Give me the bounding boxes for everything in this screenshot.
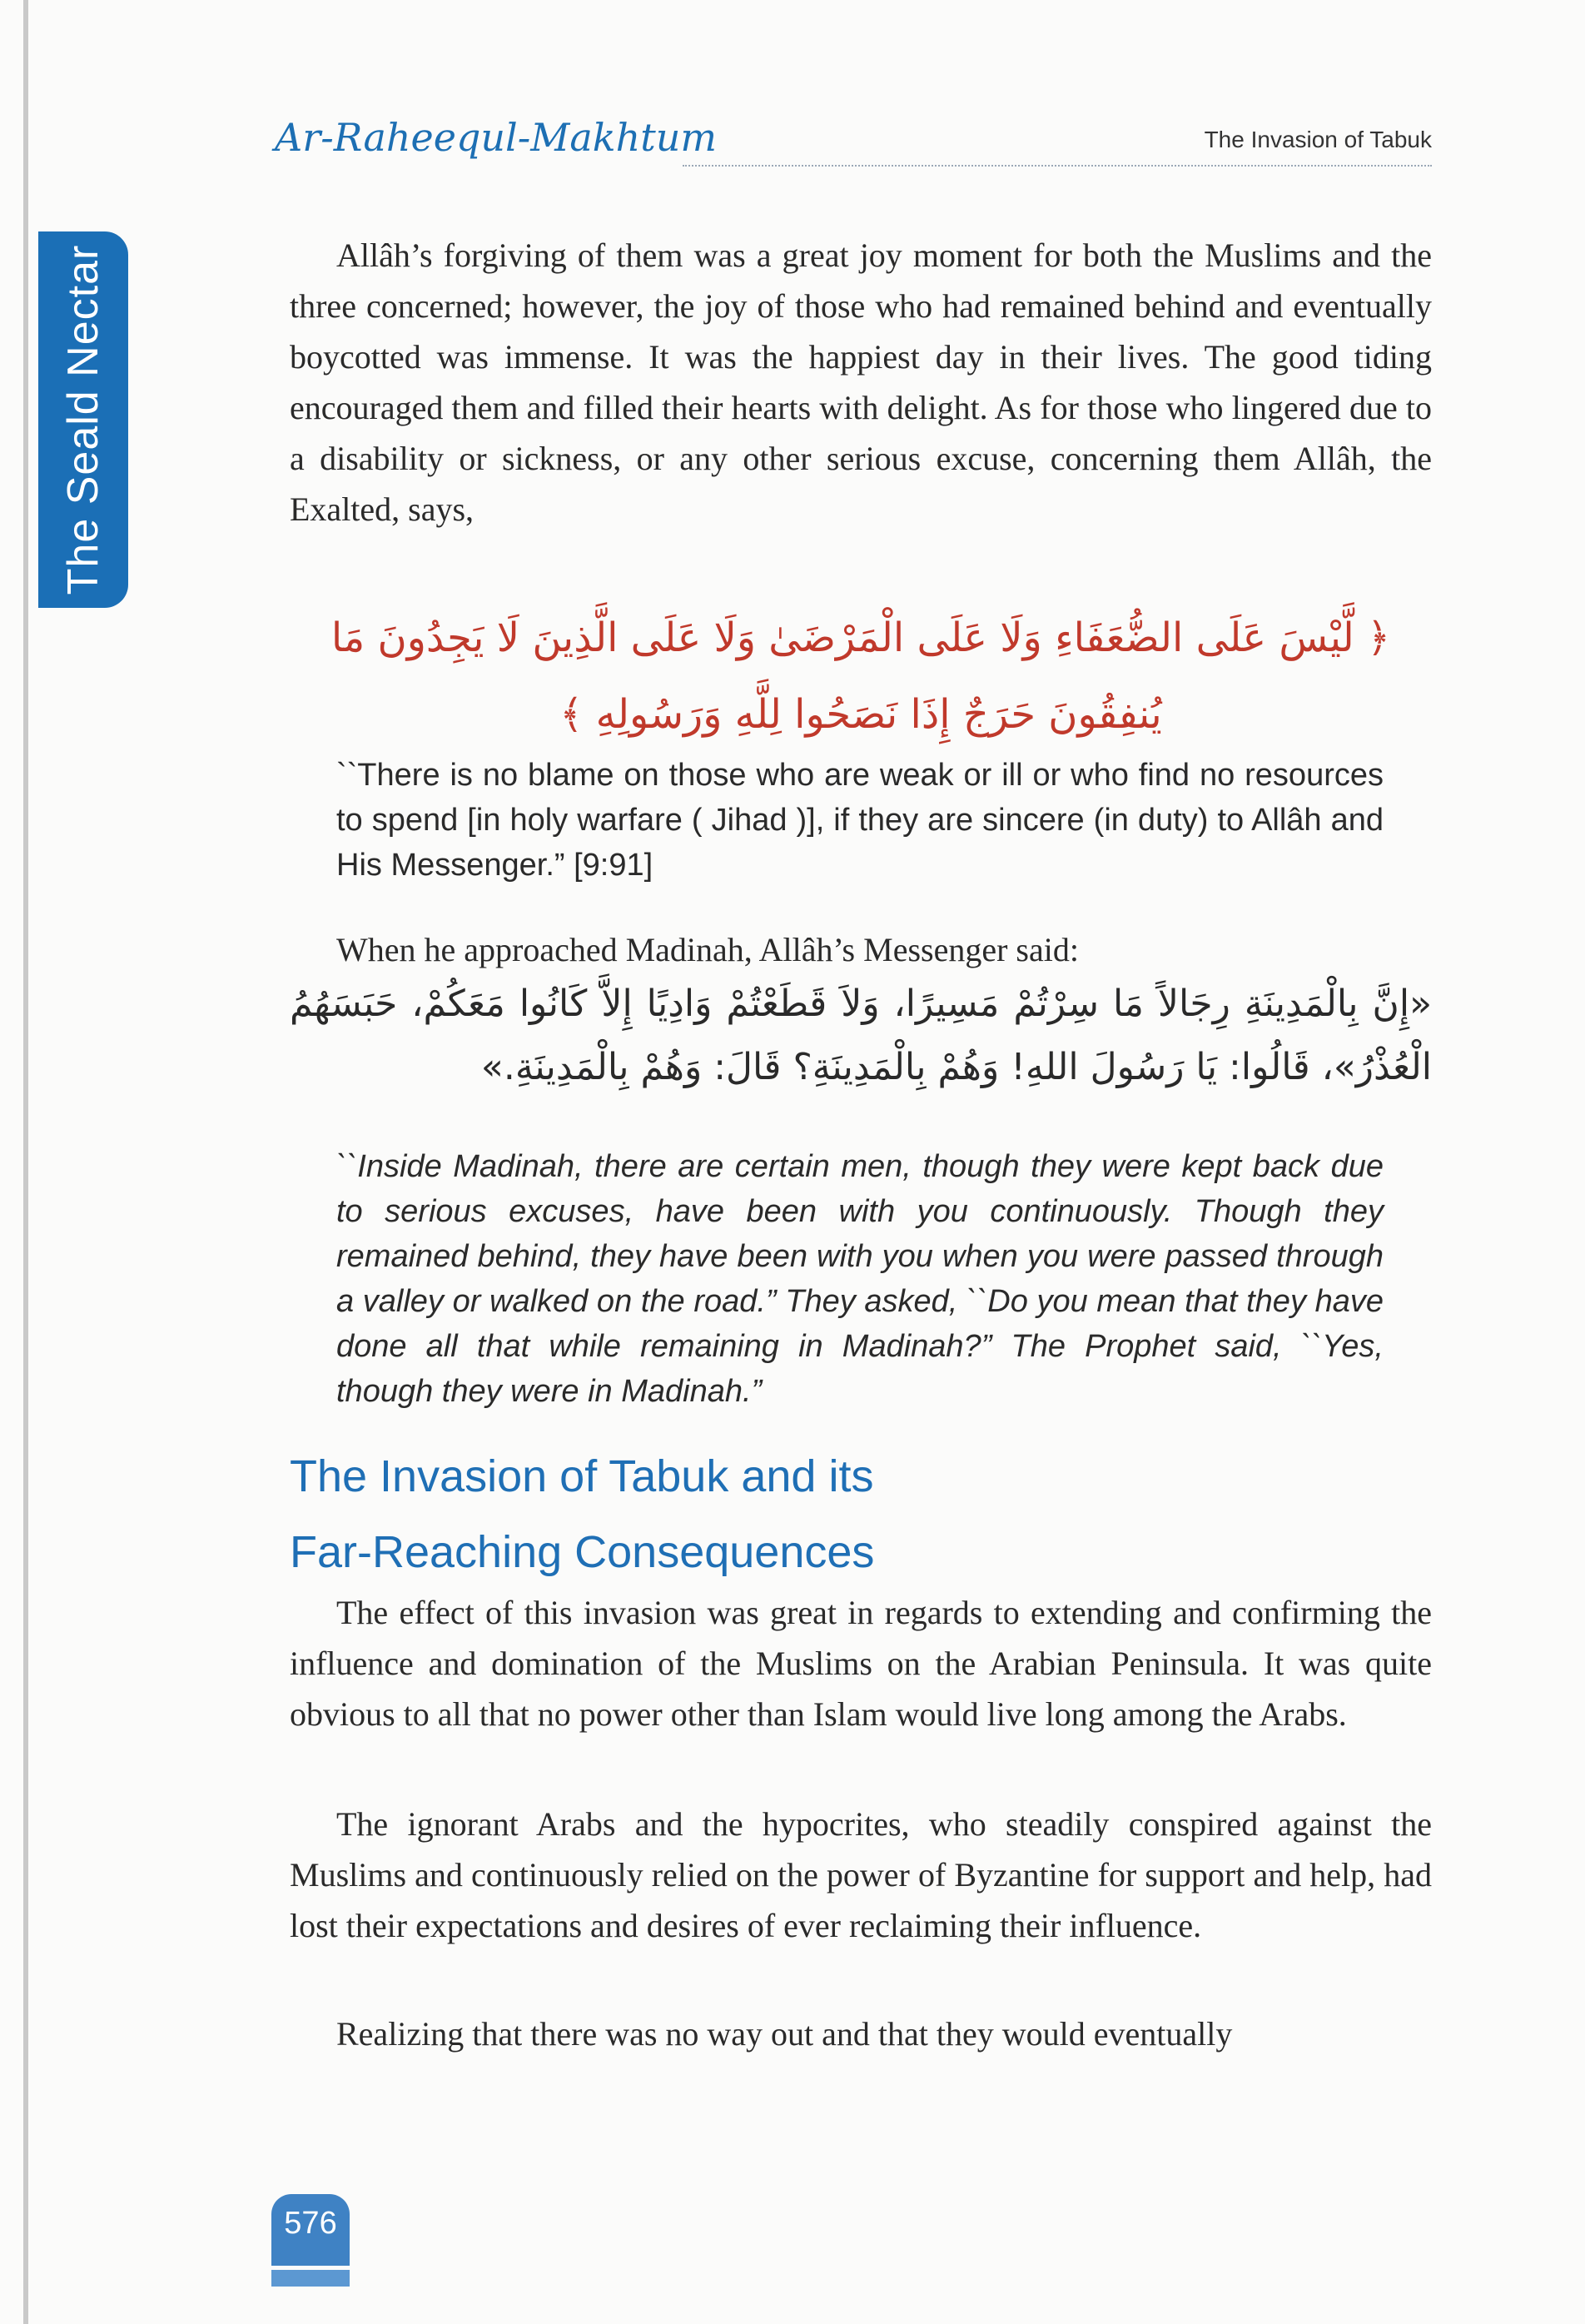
book-brand-title: Ar-Raheequl-Makhtum	[275, 115, 718, 160]
verse-translation: ``There is no blame on those who are weak or ill or who find no resources to spend [in holy warfare ( Jihad )], if they are sincere (in duty) to Allâh and His Messenger.” [9:91]	[336, 758, 1384, 883]
page-number-stripe	[271, 2270, 350, 2287]
side-tab-label: The Seald Nectar	[59, 244, 107, 595]
header-divider	[683, 165, 1432, 167]
paragraph-effect: The effect of this invasion was great in regards to extending and confirming the influence and domination of the Muslims on the Arabian Peninsula. It was quite obvious to all that no power other than Islam would live long among the Arabs.	[290, 1594, 1432, 1733]
hadith-arabic: «إِنَّ بِالْمَدِينَةِ رِجَالاً مَا سِرْتُمْ مَسِيرًا، وَلاَ قَطَعْتُمْ وَادِيًا إِلاَّ كَانُوا مَعَكُمْ، حَبَسَهُمُ الْعُذْرُ»، قَالُوا: يَا رَسُولَ اللهِ! وَهُمْ بِالْمَدِينَةِ؟ قَالَ: وَهُمْ بِالْمَدِينَةِ.»	[290, 983, 1432, 1088]
section-heading-line2: Far-Reaching Consequences	[290, 1527, 875, 1577]
paragraph-realizing: Realizing that there was no way out and that they would eventually	[336, 2015, 1233, 2053]
paragraph-approach: When he approached Madinah, Allâh’s Messenger said:	[336, 931, 1079, 968]
hadith-translation: ``Inside Madinah, there are certain men, though they were kept back due to serious excuses, have been with you continuously. Though they remained behind, they have been with you when you were passed through a valley or walked on the road.” They asked, ``Do you mean that they have done all that while remaining in Madinah?” The Prophet said, ``Yes, though they were in Madinah.”	[336, 1149, 1384, 1409]
left-margin-rule	[23, 0, 28, 2324]
paragraph-intro: Allâh’s forgiving of them was a great joy moment for both the Muslims and the three concerned; however, the joy of those who had remained behind and eventually boycotted was immense. It was the happiest day in their lives. The good tiding encouraged them and filled their hearts with delight. As for those who lingered due to a disability or sickness, or any other serious excuse, concerning them Allâh, the Exalted, says,	[290, 236, 1432, 528]
paragraph-ignorant: The ignorant Arabs and the hypocrites, who steadily conspired against the Muslims and continuously relied on the power of Byzantine for support and help, had lost their expectations and desires of ever reclaiming their influence.	[290, 1805, 1432, 1944]
section-heading-line1: The Invasion of Tabuk and its	[290, 1451, 874, 1501]
quran-verse-arabic: ﴿ لَّيْسَ عَلَى الضُّعَفَاءِ وَلَا عَلَى الْمَرْضَىٰ وَلَا عَلَى الَّذِينَ لَا يَجِدُونَ مَا يُنفِقُونَ حَرَجٌ إِذَا نَصَحُوا لِلَّهِ وَرَسُولِهِ ﴾	[330, 615, 1391, 738]
chapter-title: The Invasion of Tabuk	[1204, 127, 1432, 152]
section-heading	[290, 1439, 1432, 1590]
page-number: 576	[284, 2206, 337, 2241]
